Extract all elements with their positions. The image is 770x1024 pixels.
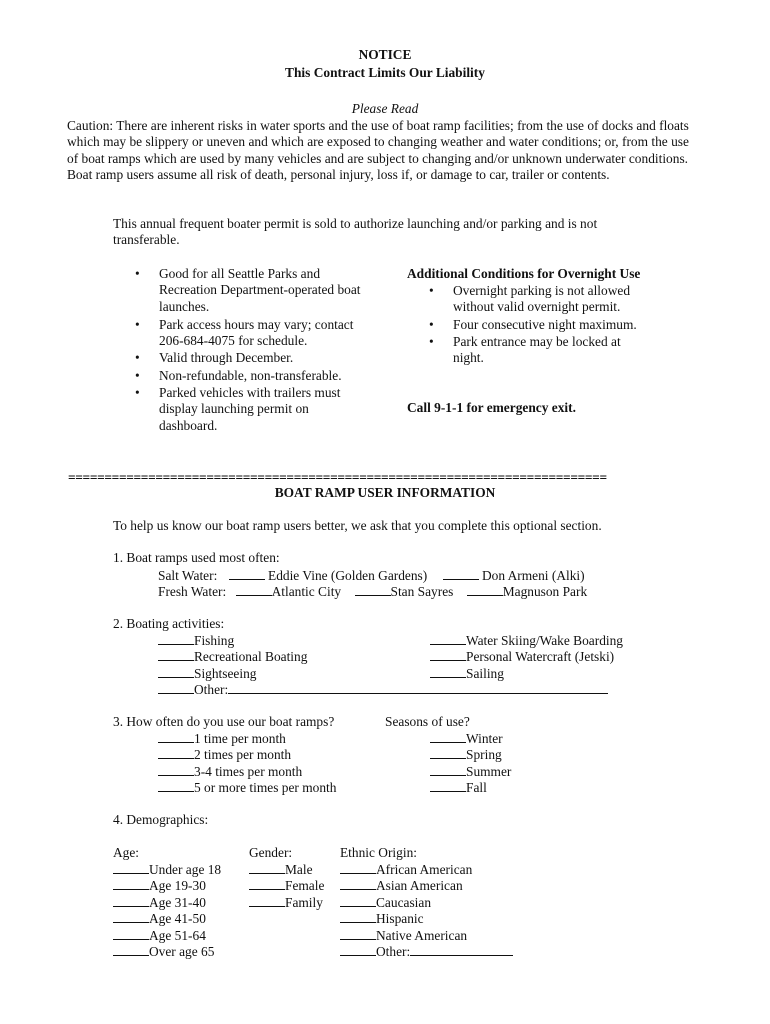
blank-spring[interactable] [430, 746, 466, 759]
notice-title: NOTICE [358, 47, 412, 62]
blank-age-31-40[interactable] [113, 894, 149, 907]
ethnic-option: Asian American [340, 877, 463, 894]
blank-sailing[interactable] [430, 665, 466, 678]
blank-age-19-30[interactable] [113, 877, 149, 890]
blank-water-skiing[interactable] [430, 632, 466, 645]
question-4-label: 4. Demographics: [113, 812, 209, 827]
activity-option: Personal Watercraft (Jetski) [430, 648, 614, 665]
blank-age-51-64[interactable] [113, 927, 149, 940]
other-activity-field[interactable] [228, 681, 608, 694]
gender-label: Gender: [249, 845, 293, 860]
frequency-option: 3-4 times per month [158, 763, 302, 780]
notice-subtitle: This Contract Limits Our Liability [285, 65, 485, 80]
salt-water-label: Salt Water: [158, 568, 218, 583]
bullet-icon: • [135, 368, 140, 383]
ethnic-origin-label: Ethnic Origin: [340, 845, 417, 860]
blank-fishing[interactable] [158, 632, 194, 645]
question-1-label: 1. Boat ramps used most often: [113, 550, 280, 565]
permit-paragraph: This annual frequent boater permit is sold to authorize launching and/or parking and is not transferable. [113, 216, 598, 248]
option-atlantic-city: Atlantic City [271, 584, 342, 599]
age-label: Age: [113, 845, 140, 860]
blank-atlantic-city[interactable] [236, 583, 272, 596]
blank-recreational-boating[interactable] [158, 648, 194, 661]
blank-female[interactable] [249, 877, 285, 890]
age-option: Age 19-30 [113, 877, 206, 894]
fresh-water-label: Fresh Water: [158, 584, 227, 599]
blank-frequency-2[interactable] [158, 746, 194, 759]
blank-magnuson-park[interactable] [467, 583, 503, 596]
option-don-armeni: Don Armeni (Alki) [481, 568, 585, 583]
activity-option: Sightseeing [158, 665, 257, 682]
age-option: Under age 18 [113, 861, 221, 878]
season-option: Spring [430, 746, 502, 763]
gender-option: Male [249, 861, 313, 878]
option-magnuson-park: Magnuson Park [502, 584, 588, 599]
age-option: Age 41-50 [113, 910, 206, 927]
overnight-heading: Additional Conditions for Overnight Use [407, 266, 641, 281]
season-option: Summer [430, 763, 511, 780]
option-eddie-vine: Eddie Vine (Golden Gardens) [268, 568, 428, 583]
option-stan-sayres: Stan Sayres [390, 584, 454, 599]
bullet-icon: • [429, 334, 434, 349]
activity-option: Sailing [430, 665, 504, 682]
frequency-option: 2 times per month [158, 746, 291, 763]
ethnic-option: Hispanic [340, 910, 424, 927]
blank-age-under-18[interactable] [113, 861, 149, 874]
blank-age-41-50[interactable] [113, 910, 149, 923]
frequency-option: 5 or more times per month [158, 779, 336, 796]
blank-eddie-vine[interactable] [229, 567, 265, 580]
blank-frequency-3[interactable] [158, 763, 194, 776]
blank-summer[interactable] [430, 763, 466, 776]
caution-paragraph: Caution: There are inherent risks in water sports and the use of boat ramp facilities; from the use of docks and floats which may be slippery or uneven and which are exposed to changing weather and water conditions; or, from the use of boat ramps which are used by many vehicles and are subject to changing and/or unknown underwater conditions. Boat ramp users assume all risk of death, personal injury, loss if, or damage to car, trailer or contents. [67, 118, 689, 183]
frequency-option: 1 time per month [158, 730, 286, 747]
blank-other-ethnic[interactable] [340, 943, 376, 956]
blank-don-armeni[interactable] [443, 567, 479, 580]
question-3-label: 3. How often do you use our boat ramps? [113, 714, 335, 729]
blank-frequency-1[interactable] [158, 730, 194, 743]
section-divider: ========================================================================== [68, 470, 607, 485]
season-option: Fall [430, 779, 487, 796]
salt-water-row [158, 567, 585, 584]
bullet-icon: • [135, 385, 140, 400]
blank-sightseeing[interactable] [158, 665, 194, 678]
activity-option: Fishing [158, 632, 234, 649]
age-option: Over age 65 [113, 943, 214, 960]
season-option: Winter [430, 730, 503, 747]
blank-hispanic[interactable] [340, 910, 376, 923]
activity-option: Water Skiing/Wake Boarding [430, 632, 623, 649]
activity-option: Other: [158, 681, 608, 698]
ethnic-option: Other: [340, 943, 513, 960]
blank-native-american[interactable] [340, 927, 376, 940]
survey-intro: To help us know our boat ramp users better, we ask that you complete this optional section. [113, 518, 602, 533]
ethnic-option: African American [340, 861, 472, 878]
ethnic-option: Caucasian [340, 894, 431, 911]
blank-caucasian[interactable] [340, 894, 376, 907]
bullet-icon: • [429, 283, 434, 298]
age-option: Age 51-64 [113, 927, 206, 944]
blank-male[interactable] [249, 861, 285, 874]
emergency-note: Call 9-1-1 for emergency exit. [407, 400, 576, 415]
survey-heading: BOAT RAMP USER INFORMATION [274, 485, 496, 500]
activity-option: Recreational Boating [158, 648, 307, 665]
bullet-icon: • [135, 317, 140, 332]
blank-asian-american[interactable] [340, 877, 376, 890]
gender-option: Female [249, 877, 324, 894]
please-read: Please Read [351, 101, 419, 116]
bullet-icon: • [429, 317, 434, 332]
question-2-label: 2. Boating activities: [113, 616, 225, 631]
other-ethnic-field[interactable] [410, 943, 513, 956]
blank-african-american[interactable] [340, 861, 376, 874]
fresh-water-row [158, 583, 587, 600]
bullet-icon: • [135, 266, 140, 281]
gender-option: Family [249, 894, 323, 911]
blank-age-over-65[interactable] [113, 943, 149, 956]
blank-frequency-4[interactable] [158, 779, 194, 792]
seasons-label: Seasons of use? [385, 714, 470, 729]
blank-other-activity[interactable] [158, 681, 194, 694]
blank-personal-watercraft[interactable] [430, 648, 466, 661]
bullet-icon: • [135, 350, 140, 365]
blank-winter[interactable] [430, 730, 466, 743]
age-option: Age 31-40 [113, 894, 206, 911]
blank-fall[interactable] [430, 779, 466, 792]
ethnic-option: Native American [340, 927, 467, 944]
blank-stan-sayres[interactable] [355, 583, 391, 596]
blank-family[interactable] [249, 894, 285, 907]
